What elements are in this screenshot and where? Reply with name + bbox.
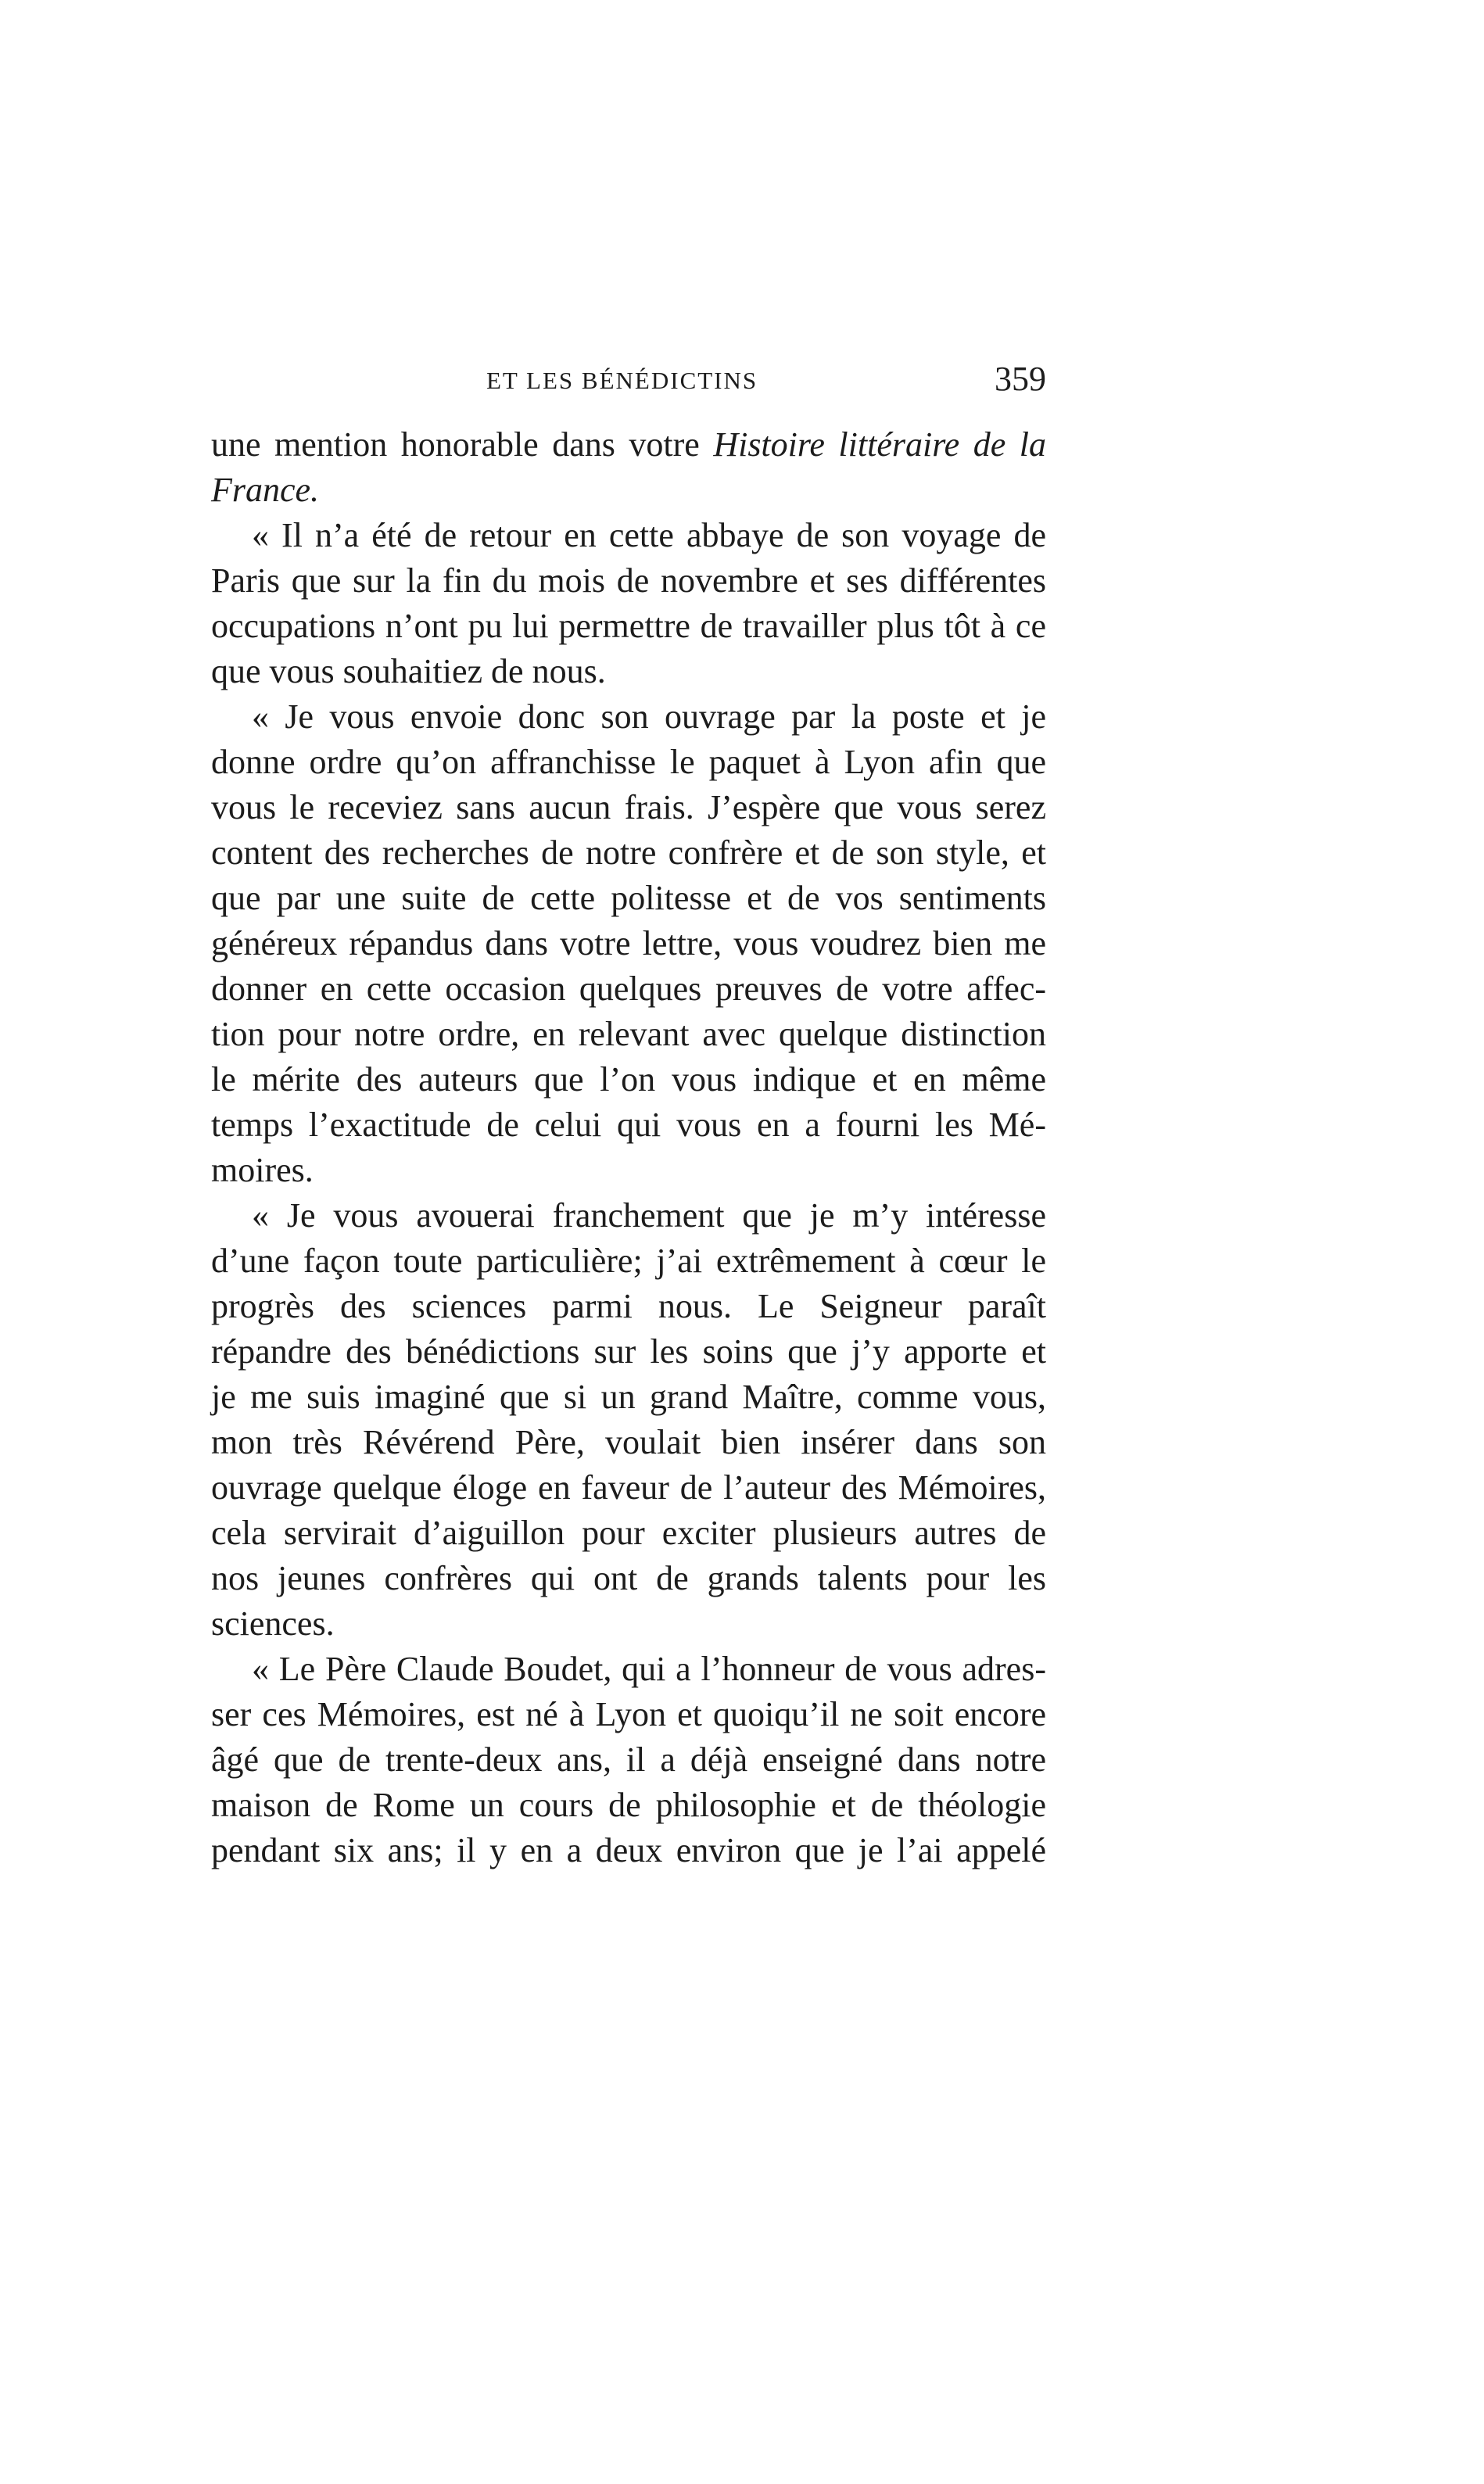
line-text: « Il n’a été de retour en cette abbaye de son voyage de <box>252 516 1046 554</box>
text-line <box>211 1375 1046 1420</box>
line-text: Paris que sur la fin du mois de novembre et ses différentes <box>211 561 1046 600</box>
text-line <box>211 468 1046 513</box>
text-line <box>211 513 1046 558</box>
text-line <box>211 1148 1046 1193</box>
body-text <box>211 422 1046 1873</box>
text-line <box>211 1420 1046 1465</box>
text-line <box>211 1057 1046 1102</box>
line-text: donner en cette occasion quelques preuves de votre affec- <box>211 970 1046 1008</box>
line-text: « Je vous avouerai franchement que je m’y intéresse <box>252 1196 1046 1235</box>
line-text: vous le receviez sans aucun frais. J’espère que vous serez <box>211 788 1046 826</box>
line-text: content des recherches de notre confrère et de son style, et <box>211 833 1046 872</box>
text-line <box>211 1465 1046 1511</box>
text-line <box>211 740 1046 785</box>
text-line <box>211 1556 1046 1601</box>
line-text: tion pour notre ordre, en relevant avec quelque distinction <box>211 1015 1046 1053</box>
running-header <box>211 356 1046 410</box>
line-text: le mérite des auteurs que l’on vous indique et en même <box>211 1060 1046 1099</box>
text-line <box>211 422 1046 468</box>
text-line <box>211 1511 1046 1556</box>
line-text: je me suis imaginé que si un grand Maître, comme vous, <box>211 1378 1046 1416</box>
line-text: moires. <box>211 1151 314 1189</box>
text-line <box>211 1012 1046 1057</box>
text-line <box>211 604 1046 649</box>
line-text: que vous souhaitiez de nous. <box>211 652 606 690</box>
text-line <box>211 830 1046 876</box>
line-text: que par une suite de cette politesse et de vos sentiments <box>211 879 1046 917</box>
text-line <box>211 1284 1046 1329</box>
line-text: donne ordre qu’on affranchisse le paquet à Lyon afin que <box>211 743 1046 781</box>
text-line <box>211 1102 1046 1148</box>
running-title: ET LES BÉNÉDICTINS <box>486 367 758 394</box>
line-text: mon très Révérend Père, voulait bien insérer dans son <box>211 1423 1046 1461</box>
text-line <box>211 1783 1046 1828</box>
line-text: une mention honorable dans votre <box>211 425 714 464</box>
line-text: progrès des sciences parmi nous. Le Seigneur paraît <box>211 1287 1046 1325</box>
line-text: occupations n’ont pu lui permettre de travailler plus tôt à ce <box>211 607 1046 645</box>
text-line <box>211 966 1046 1012</box>
text-line <box>211 1329 1046 1375</box>
line-text: âgé que de trente-deux ans, il a déjà enseigné dans notre <box>211 1740 1046 1779</box>
text-line <box>211 1238 1046 1284</box>
line-text: cela servirait d’aiguillon pour exciter plusieurs autres de <box>211 1514 1046 1552</box>
line-text: d’une façon toute particulière; j’ai extrêmement à cœur le <box>211 1242 1046 1280</box>
text-line <box>211 1193 1046 1238</box>
text-line <box>211 1737 1046 1783</box>
text-line <box>211 921 1046 966</box>
line-text: ouvrage quelque éloge en faveur de l’auteur des Mémoires, <box>211 1468 1046 1507</box>
text-line <box>211 876 1046 921</box>
line-text: généreux répandus dans votre lettre, vous voudrez bien me <box>211 924 1046 962</box>
text-line <box>211 694 1046 740</box>
italic-text: Histoire littéraire de la <box>713 425 1046 464</box>
italic-text: France. <box>211 471 320 509</box>
line-text: sciences. <box>211 1604 335 1643</box>
line-text: pendant six ans; il y en a deux environ que je l’ai appelé <box>211 1831 1046 1869</box>
line-text: ser ces Mémoires, est né à Lyon et quoiqu’il ne soit encore <box>211 1695 1046 1733</box>
line-text: nos jeunes confrères qui ont de grands talents pour les <box>211 1559 1046 1597</box>
text-line <box>211 1647 1046 1692</box>
text-line <box>211 558 1046 604</box>
text-line <box>211 1828 1046 1873</box>
page-number: 359 <box>995 360 1046 398</box>
text-line <box>211 1692 1046 1737</box>
text-line <box>211 1601 1046 1647</box>
line-text: « Je vous envoie donc son ouvrage par la poste et je <box>252 697 1046 736</box>
text-line <box>211 649 1046 694</box>
line-text: répandre des bénédictions sur les soins que j’y apporte et <box>211 1332 1046 1371</box>
line-text: maison de Rome un cours de philosophie et de théologie <box>211 1786 1046 1824</box>
line-text: temps l’exactitude de celui qui vous en a fourni les Mé- <box>211 1106 1046 1144</box>
text-line <box>211 785 1046 830</box>
line-text: « Le Père Claude Boudet, qui a l’honneur de vous adres- <box>252 1650 1046 1688</box>
